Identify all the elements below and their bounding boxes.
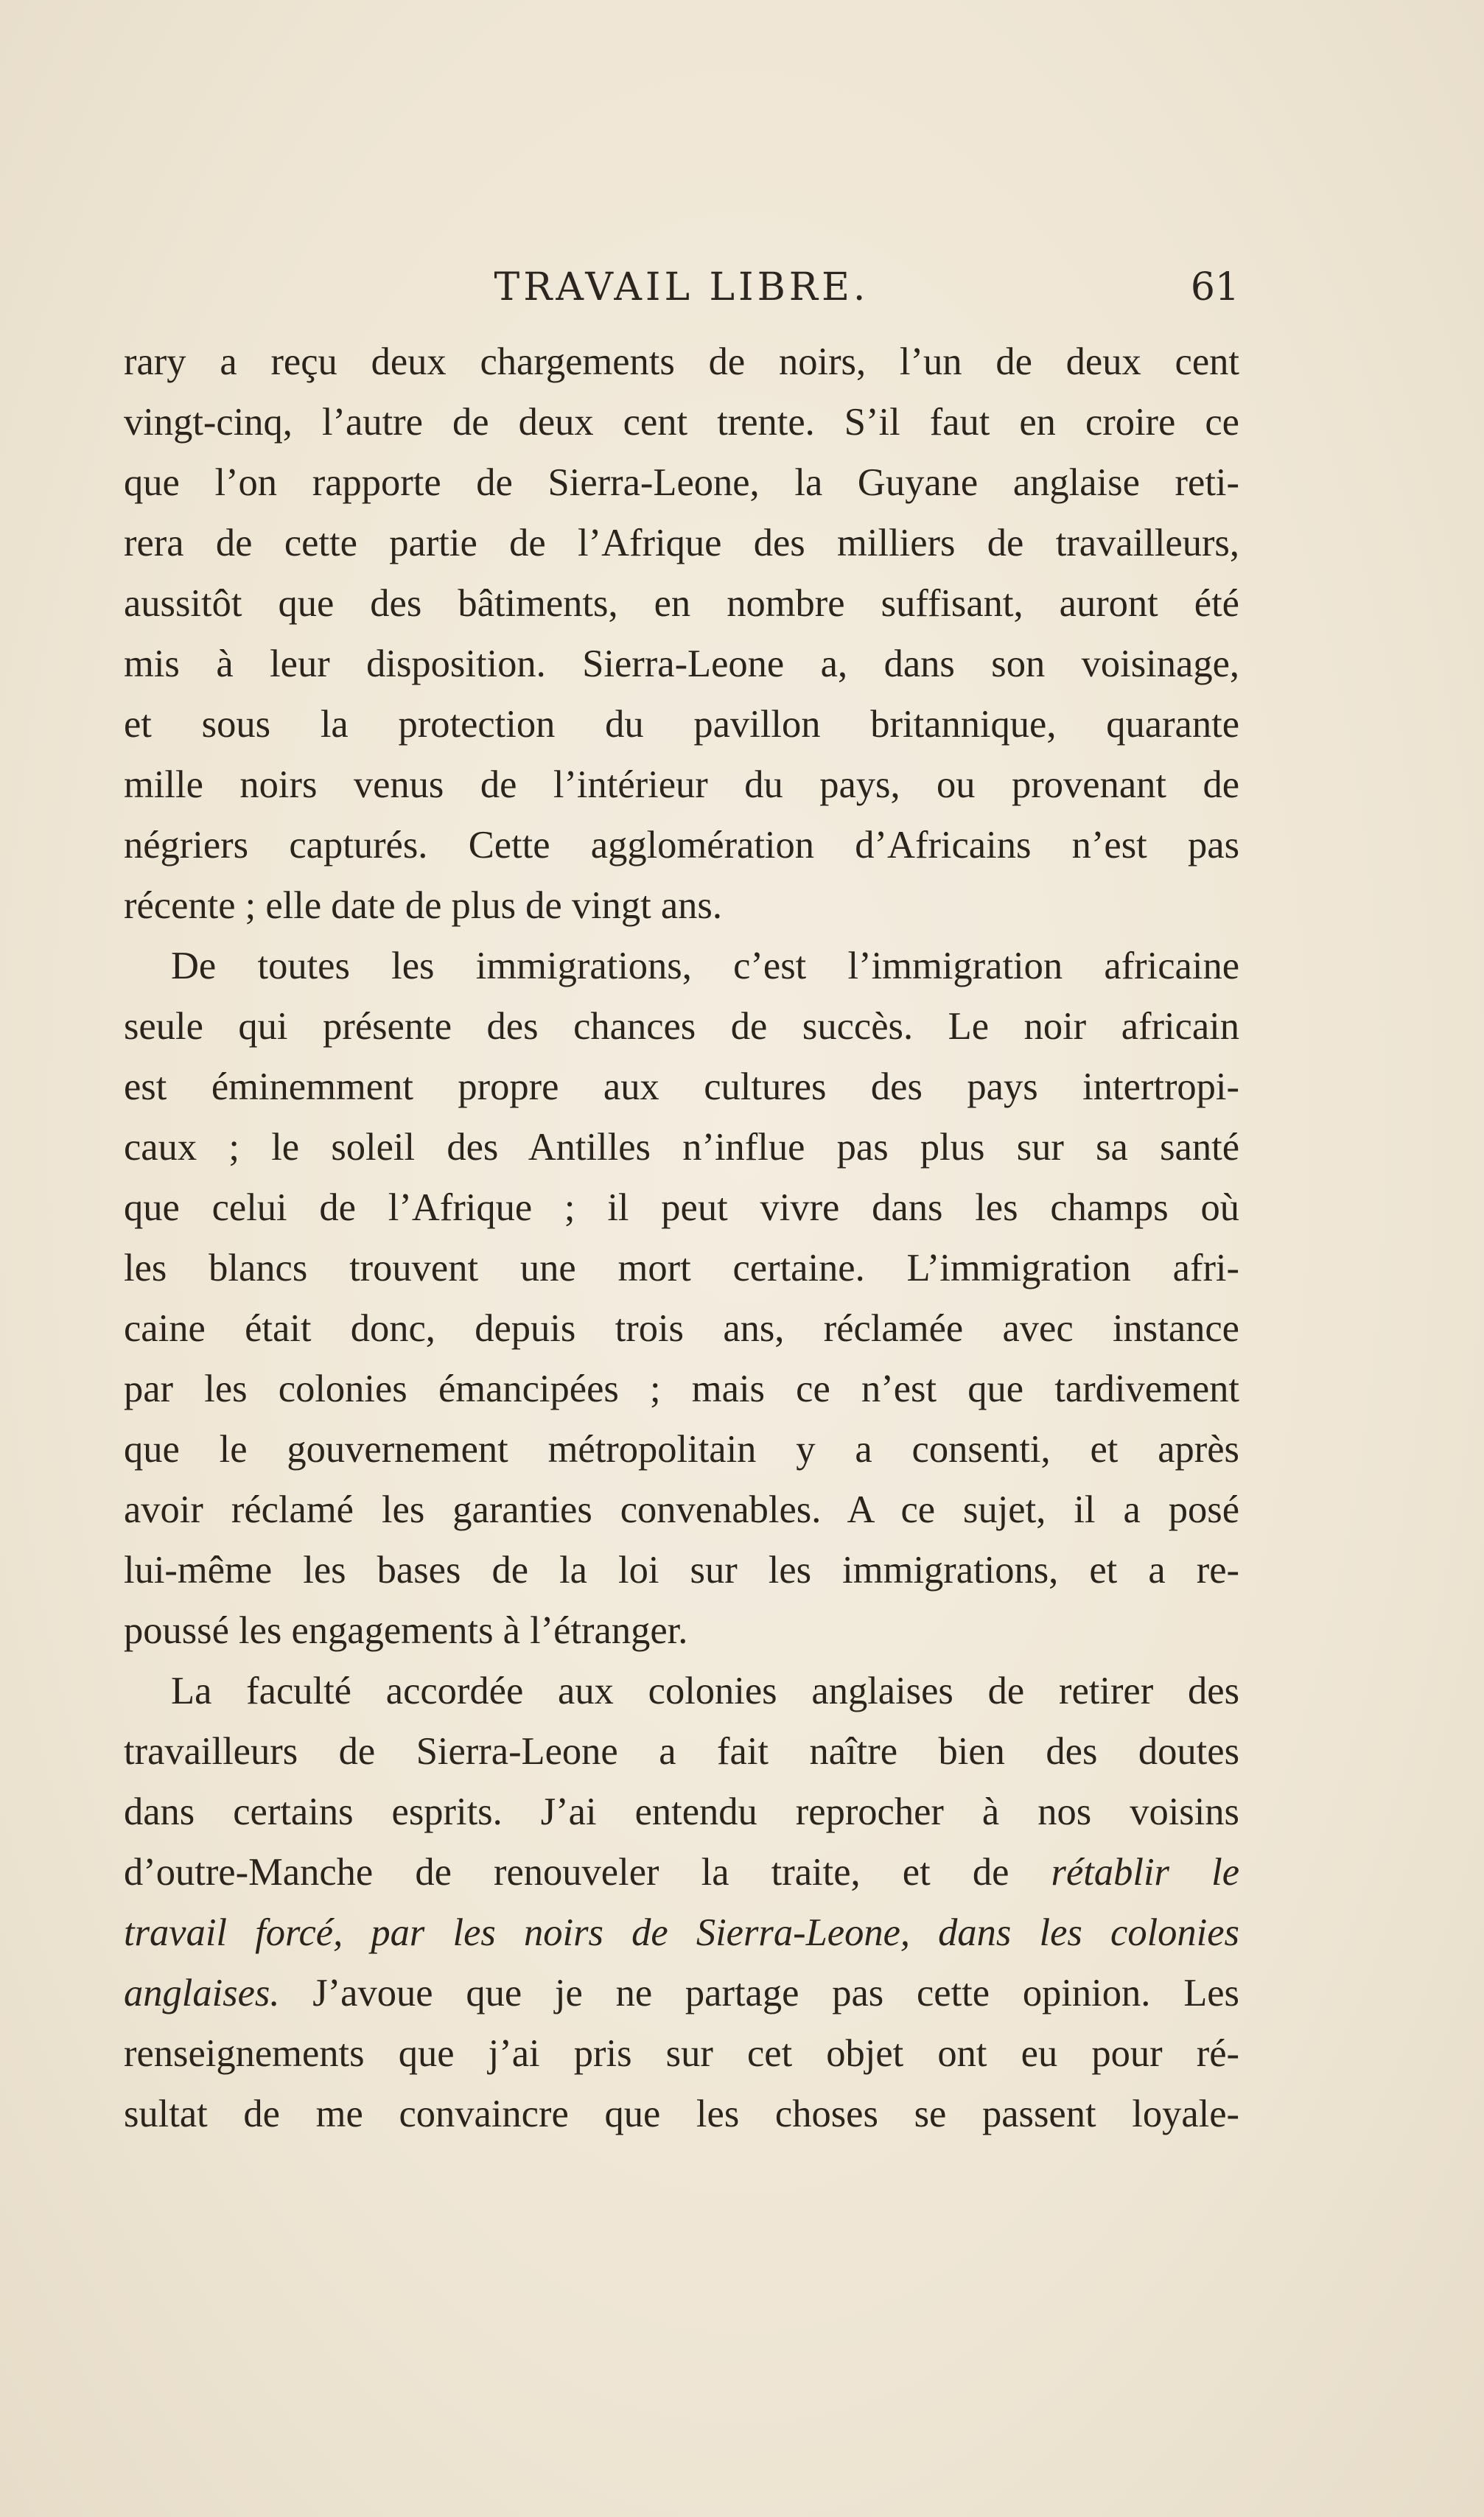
text-line: que l’on rapporte de Sierra-Leone, la Guyane anglaise reti-: [124, 461, 1239, 504]
text-line: [124, 1963, 1239, 2023]
paragraph-2: [124, 936, 1239, 1661]
paragraph-1: [124, 332, 1239, 936]
text-line: et sous la protection du pavillon britannique, quarante: [124, 703, 1239, 746]
text-line: aussitôt que des bâtiments, en nombre suffisant, auront été: [124, 582, 1239, 625]
text-line: La faculté accordée aux colonies anglaises de retirer des: [171, 1670, 1239, 1712]
text-line: mille noirs venus de l’intérieur du pays, ou provenant de: [124, 763, 1239, 806]
page-number: 61: [1190, 265, 1239, 309]
text-line: De toutes les immigrations, c’est l’immigration africaine: [171, 945, 1239, 987]
text-line: [124, 1842, 1239, 1902]
body-text: [124, 332, 1239, 2144]
paragraph-3: [124, 1661, 1239, 2144]
text-line: sultat de me convaincre que les choses se passent loyale-: [124, 2093, 1239, 2135]
text-line: rera de cette partie de l’Afrique des milliers de travailleurs,: [124, 522, 1239, 564]
text-line: [124, 1902, 1239, 1963]
running-head: TRAVAIL LIBRE.: [494, 265, 869, 309]
text-line: lui-même les bases de la loi sur les immigrations, et a re-: [124, 1549, 1239, 1592]
text-line: renseignements que j’ai pris sur cet objet ont eu pour ré-: [124, 2032, 1239, 2075]
text-line: caine était donc, depuis trois ans, réclamée avec instance: [124, 1307, 1239, 1350]
text-line: seule qui présente des chances de succès. Le noir africain: [124, 1005, 1239, 1048]
italic-run: anglaises.: [124, 1972, 280, 2014]
text-run: d’outre-Manche de renouveler la traite, et de: [124, 1851, 1051, 1894]
text-line: que celui de l’Afrique ; il peut vivre dans les champs où: [124, 1186, 1239, 1229]
italic-run: travail forcé, par les noirs de Sierra-Leone, dans les colonies: [124, 1911, 1239, 1954]
text-line: poussé les engagements à l’étranger.: [124, 1609, 688, 1652]
italic-run: rétablir le: [1051, 1851, 1240, 1894]
text-line: caux ; le soleil des Antilles n’influe pas plus sur sa santé: [124, 1126, 1239, 1169]
text-line: récente ; elle date de plus de vingt ans.: [124, 884, 722, 927]
text-line: vingt-cinq, l’autre de deux cent trente. S’il faut en croire ce: [124, 401, 1239, 444]
text-line: que le gouvernement métropolitain y a consenti, et après: [124, 1428, 1239, 1471]
page-header: [124, 265, 1239, 332]
text-line: est éminemment propre aux cultures des pays intertropi-: [124, 1065, 1239, 1108]
text-line: dans certains esprits. J’ai entendu reprocher à nos voisins: [124, 1790, 1239, 1833]
text-line: par les colonies émancipées ; mais ce n’est que tardivement: [124, 1368, 1239, 1410]
text-line: les blancs trouvent une mort certaine. L’immigration afri-: [124, 1247, 1239, 1289]
text-line: rary a reçu deux chargements de noirs, l’un de deux cent: [124, 340, 1239, 383]
text-line: mis à leur disposition. Sierra-Leone a, dans son voisinage,: [124, 643, 1239, 685]
text-line: travailleurs de Sierra-Leone a fait naître bien des doutes: [124, 1730, 1239, 1773]
text-line: négriers capturés. Cette agglomération d’Africains n’est pas: [124, 824, 1239, 867]
text-line: avoir réclamé les garanties convenables. A ce sujet, il a posé: [124, 1488, 1239, 1531]
text-run: J’avoue que je ne partage pas cette opinion. Les: [279, 1972, 1239, 2014]
